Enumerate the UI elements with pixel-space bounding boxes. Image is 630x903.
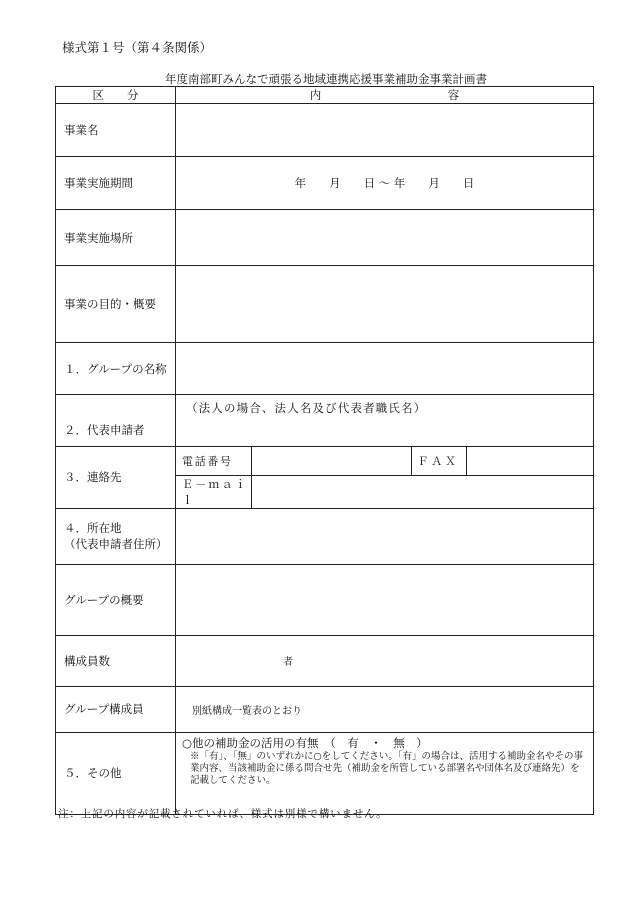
- address-label-line1: ４．所在地: [64, 521, 122, 535]
- label-purpose: 事業の目的・概要: [56, 266, 176, 343]
- label-period: 事業実施期間: [56, 157, 176, 210]
- label-group-overview: グループの概要: [56, 564, 176, 635]
- field-representative[interactable]: [176, 395, 594, 447]
- label-project-name: 事業名: [56, 104, 176, 157]
- field-address[interactable]: [176, 508, 594, 564]
- footnote: 注：上記の内容が記載されていれば、様式は別様で構いません。: [58, 808, 388, 820]
- form-number: 様式第１号（第４条関係）: [62, 40, 213, 55]
- label-other: ５．その他: [56, 732, 176, 814]
- field-group-name[interactable]: [176, 343, 594, 395]
- email-field[interactable]: [251, 475, 593, 508]
- field-project-name[interactable]: [176, 104, 594, 157]
- email-label: Ｅ－ｍａｉｌ: [176, 475, 251, 508]
- member-count-unit: 者: [283, 657, 293, 668]
- label-location: 事業実施場所: [56, 210, 176, 266]
- header-content: 内 容: [176, 87, 594, 104]
- label-contact: ３．連絡先: [56, 447, 176, 509]
- label-address: [56, 508, 176, 564]
- period-template: 年 月 日 ～ 年 月 日: [294, 176, 475, 190]
- document-title: 年度南部町みんなで頑張る地域連携応援事業補助金事業計画書: [165, 72, 487, 86]
- fax-label: ＦＡＸ: [411, 447, 466, 475]
- label-member-count: 構成員数: [56, 635, 176, 686]
- field-other[interactable]: [176, 732, 594, 814]
- label-group-name: １．グループの名称: [56, 343, 176, 395]
- field-group-overview[interactable]: [176, 564, 594, 635]
- other-subsidy-question: ○他の補助金の活用の有無 （ 有 ・ 無 ）: [182, 735, 428, 750]
- contact-grid: [176, 447, 593, 508]
- phone-field[interactable]: [251, 447, 411, 475]
- representative-note: （法人の場合、法人名及び代表者職氏名）: [186, 401, 427, 415]
- header-category: 区 分: [56, 87, 176, 104]
- label-members: グループ構成員: [56, 686, 176, 732]
- field-member-count[interactable]: [176, 635, 594, 686]
- field-members[interactable]: [176, 686, 594, 732]
- other-subsidy-note: ※「有」、「無」のいずれかに○をしてください。「有」の場合は、活用する補助金名やその事業内容、当該補助金に係る問合せ先（補助金を所管している部署名や団体名及び連絡先）を記載してください。: [190, 750, 584, 786]
- application-form-table: [55, 86, 594, 815]
- field-purpose[interactable]: [176, 266, 594, 343]
- field-location[interactable]: [176, 210, 594, 266]
- label-representative: ２．代表申請者: [56, 395, 176, 447]
- address-label-line2: （代表申請者住所）: [64, 537, 168, 551]
- fax-field[interactable]: [466, 447, 593, 475]
- contact-cell: [176, 447, 594, 509]
- members-value: 別紙構成一覧表のとおり: [192, 705, 302, 717]
- field-period[interactable]: [176, 157, 594, 210]
- phone-label: 電話番号: [176, 447, 251, 475]
